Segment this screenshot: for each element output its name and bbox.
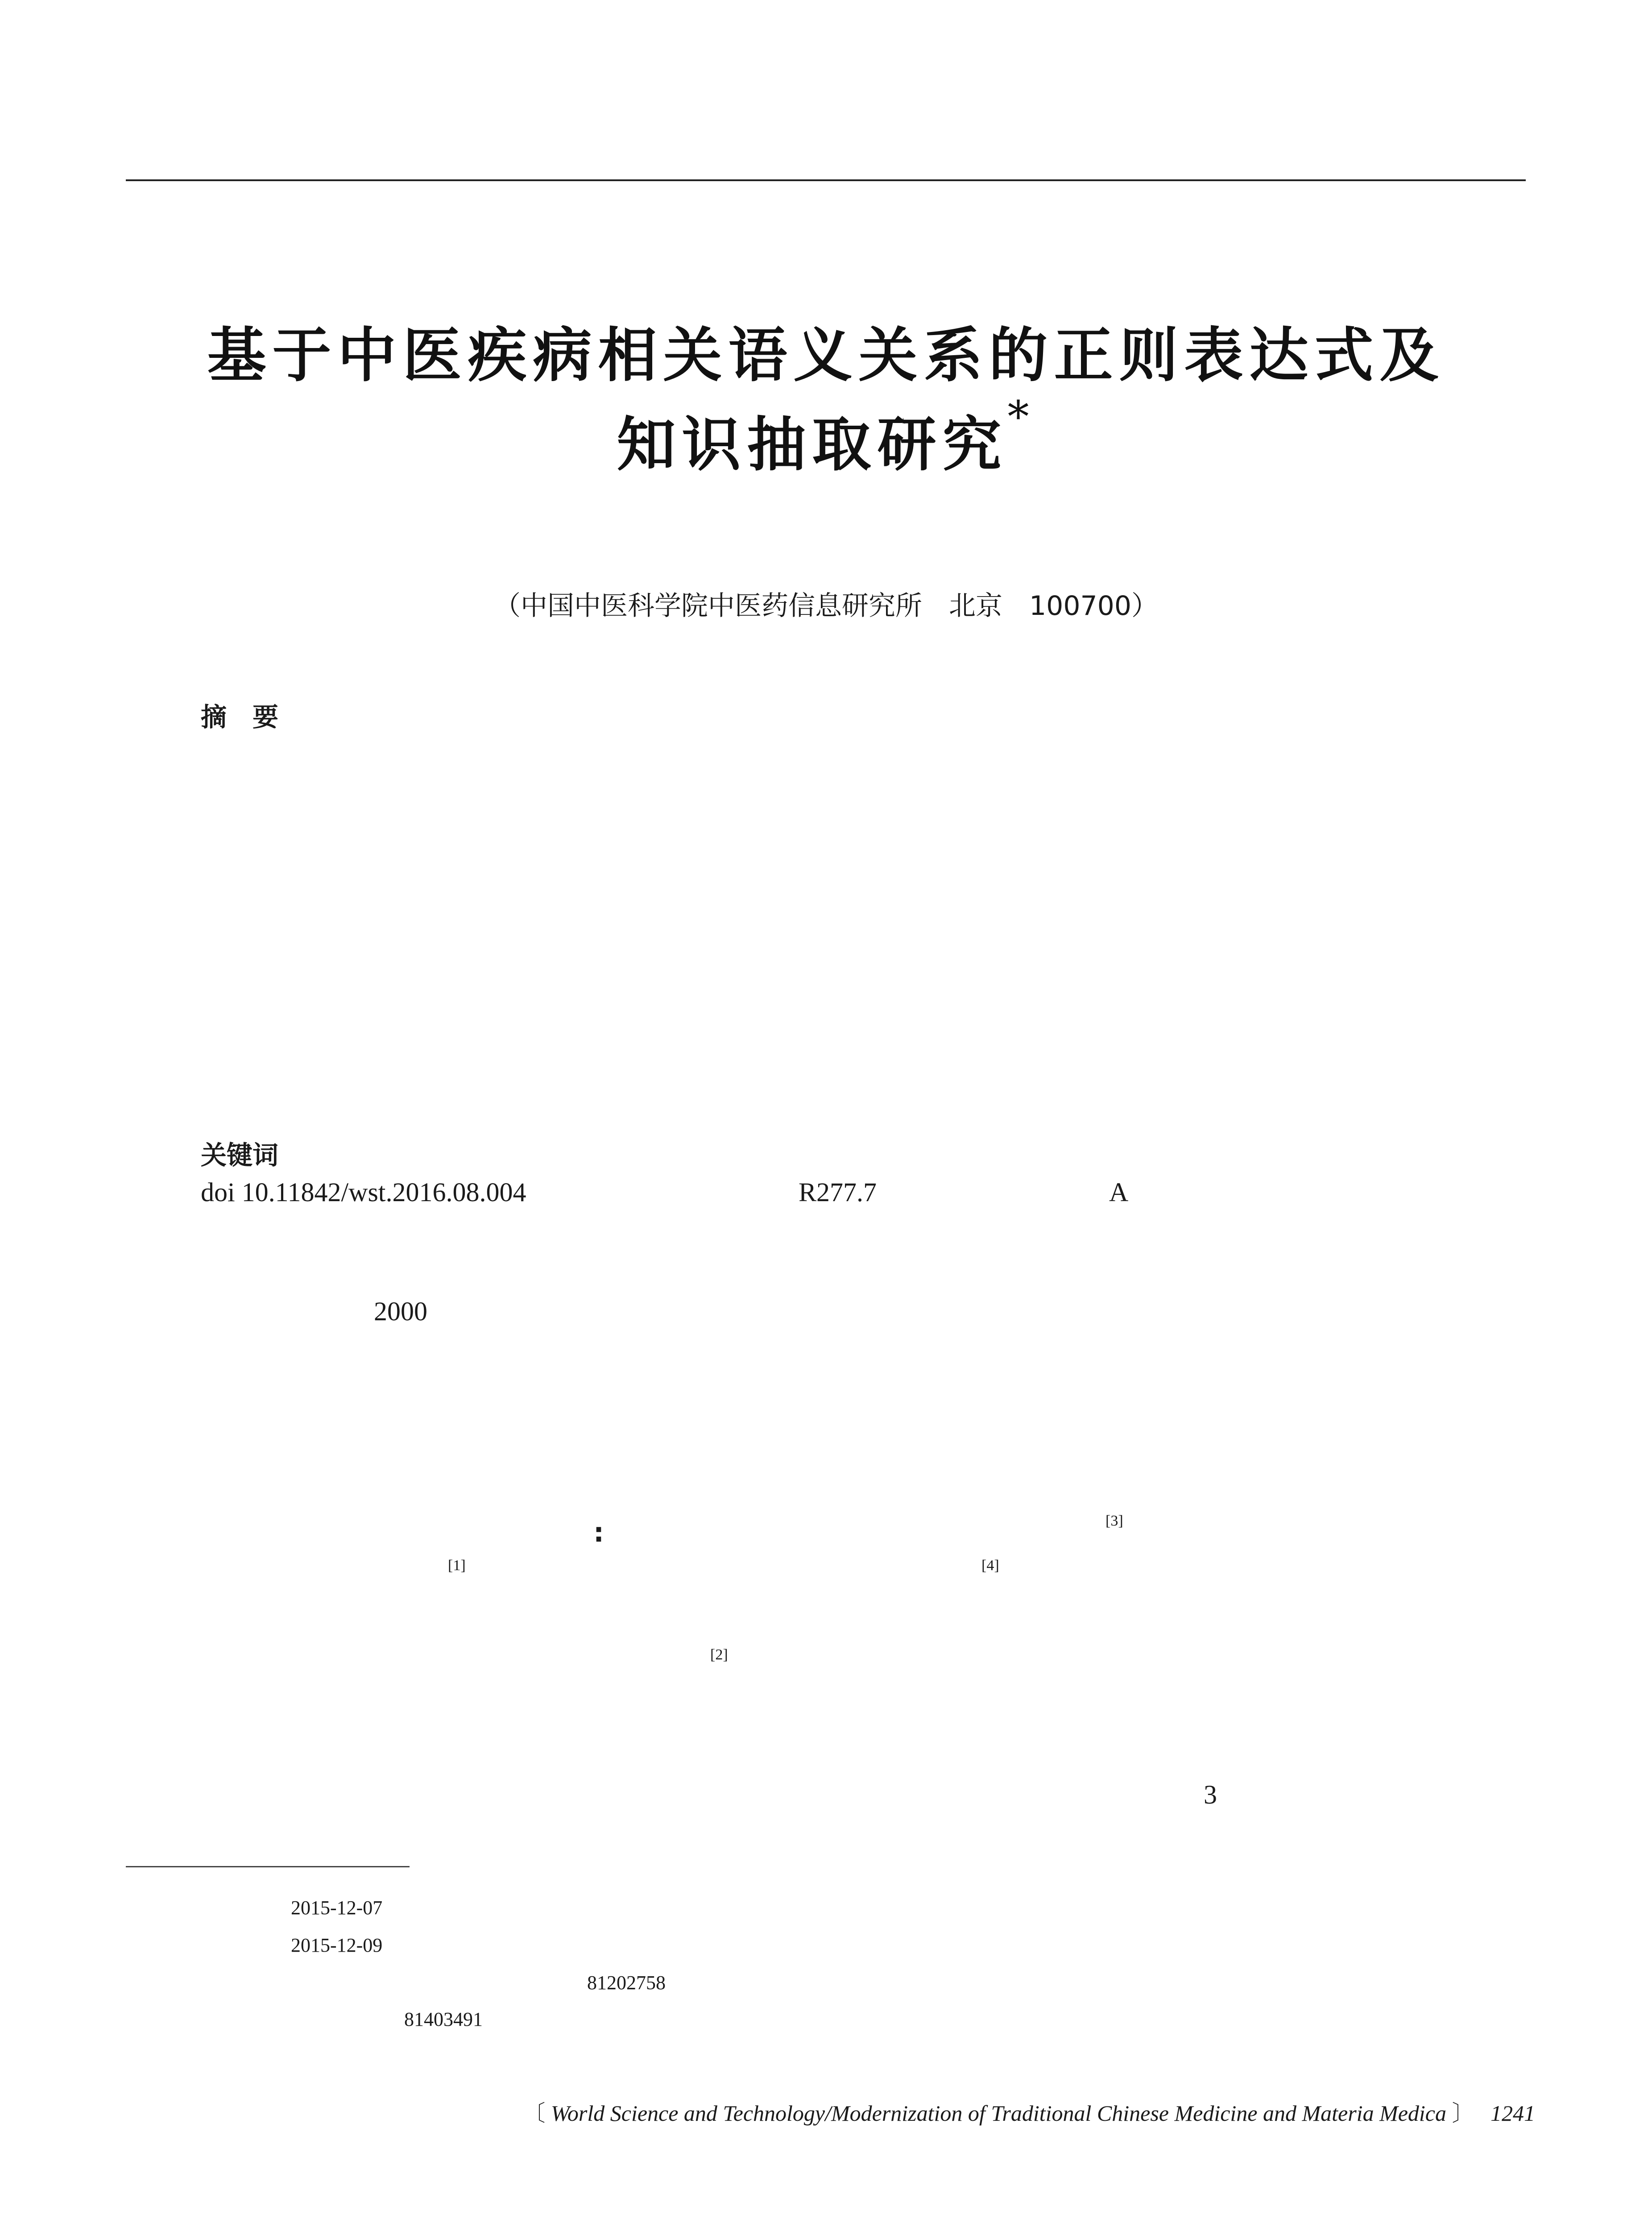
citation-1: [1]	[448, 1557, 466, 1574]
footer-bracket-close: 〕	[1452, 2100, 1474, 2126]
citation-3: [3]	[1105, 1513, 1123, 1529]
grant-number-2: 81403491	[404, 2008, 483, 2030]
title-text-2: 知识抽取研究	[617, 410, 1008, 479]
title-footnote-mark: *	[1007, 392, 1035, 442]
footer-bracket-open: 〔	[523, 2100, 546, 2126]
body-number: 3	[1204, 1780, 1217, 1809]
citation-4: [4]	[981, 1557, 999, 1574]
grant-number-1: 81202758	[587, 1972, 666, 1994]
citation-2: [2]	[710, 1646, 728, 1663]
body-colon: :	[593, 1517, 604, 1548]
page-number: 1241	[1491, 2101, 1535, 2126]
revised-date: 2015-12-09	[291, 1934, 383, 1956]
footnote-rule	[126, 1866, 410, 1867]
header-rule	[126, 179, 1526, 181]
title-text-1: 基于中医疾病相关语义关系的正则表达式及	[207, 321, 1445, 390]
title-line-1	[0, 308, 1652, 393]
document-code: A	[1109, 1178, 1129, 1207]
body-year: 2000	[374, 1297, 427, 1326]
journal-footer	[523, 2095, 1535, 2127]
affiliation: （中国中医科学院中医药信息研究所 北京 100700）	[493, 590, 1159, 622]
clc-number: R277.7	[799, 1178, 877, 1207]
doi: doi 10.11842/wst.2016.08.004	[201, 1178, 526, 1207]
received-date: 2015-12-07	[291, 1897, 383, 1919]
keywords-label: 关键词	[201, 1140, 279, 1170]
title-line-2	[0, 392, 1652, 482]
abstract-label: 摘 要	[201, 702, 279, 732]
journal-name: World Science and Technology/Modernization of Traditional Chinese Medicine and Materia Medica	[551, 2101, 1446, 2126]
